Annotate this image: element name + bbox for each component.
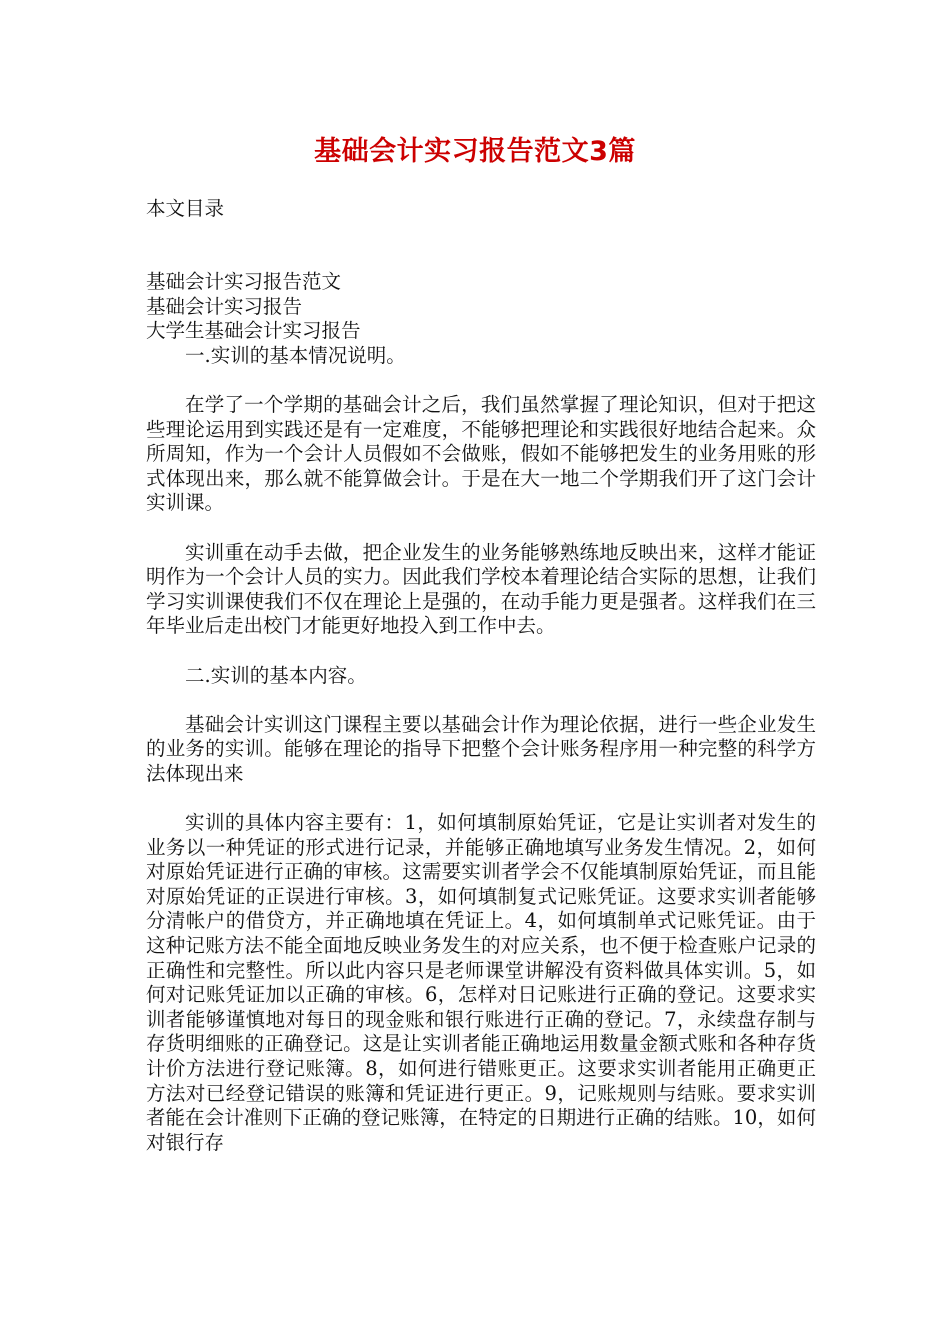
section-1-heading: 一.实训的基本情况说明。 <box>185 343 406 367</box>
paragraph: 在学了一个学期的基础会计之后，我们虽然掌握了理论知识，但对于把这些理论运用到实践还是有一定难度，不能够把理论和实践很好地结合起来。众所周知，作为一个会计人员假如不会做账，假如不能够把发生的业务用账的形式体现出来，那么就不能算做会计。于是在大一地二个学期我们开了这门会计实训课。 <box>146 392 816 515</box>
toc-heading: 本文目录 <box>146 197 225 220</box>
section-2-heading: 二.实训的基本内容。 <box>185 663 367 687</box>
paragraph: 基础会计实训这门课程主要以基础会计作为理论依据，进行一些企业发生的业务的实训。能够在理论的指导下把整个会计账务程序用一种完整的科学方法体现出来 <box>146 712 816 785</box>
document-title: 基础会计实习报告范文3篇 <box>314 136 636 167</box>
toc-item-2: 基础会计实习报告 <box>146 294 303 318</box>
toc-item-3: 大学生基础会计实习报告 <box>146 319 361 343</box>
spacer <box>146 225 816 270</box>
paragraph: 实训重在动手去做，把企业发生的业务能够熟练地反映出来，这样才能证明作为一个会计人员的实力。因此我们学校本着理论结合实际的思想，让我们学习实训课使我们不仅在理论上是强的，在动手能力更是强者。这样我们在三年毕业后走出校门才能更好地投入到工作中去。 <box>146 540 816 638</box>
document-body <box>146 197 816 1180</box>
paragraph: 实训的具体内容主要有：1，如何填制原始凭证，它是让实训者对发生的业务以一种凭证的形式进行记录，并能够正确地填写业务发生情况。2，如何对原始凭证进行正确的审核。这需要实训者学会不仅能填制原始凭证，而且能对原始凭证的正误进行审核。3，如何填制复式记账凭证。这要求实训者能够分清帐户的借贷方，并正确地填在凭证上。4，如何填制单式记账凭证。由于这种记账方法不能全面地反映业务发生的对应关系，也不便于检查账户记录的正确性和完整性。所以此内容只是老师课堂讲解没有资料做具体实训。5，如何对记账凭证加以正确的审核。6，怎样对日记账进行正确的登记。这要求实训者能够谨慎地对每日的现金账和银行账进行正确的登记。7，永续盘存制与存货明细账的正确登记。这是让实训者能正确地运用数量金额式账和各种存货计价方法进行登记账簿。8，如何进行错账更正。这要求实训者能用正确更正方法对已经登记错误的账簿和凭证进行更正。9，记账规则与结账。要求实训者能在会计准则下正确的登记账簿，在特定的日期进行正确的结账。10，如何对银行存 <box>146 811 816 1154</box>
toc-item-1: 基础会计实习报告范文 <box>146 270 342 293</box>
